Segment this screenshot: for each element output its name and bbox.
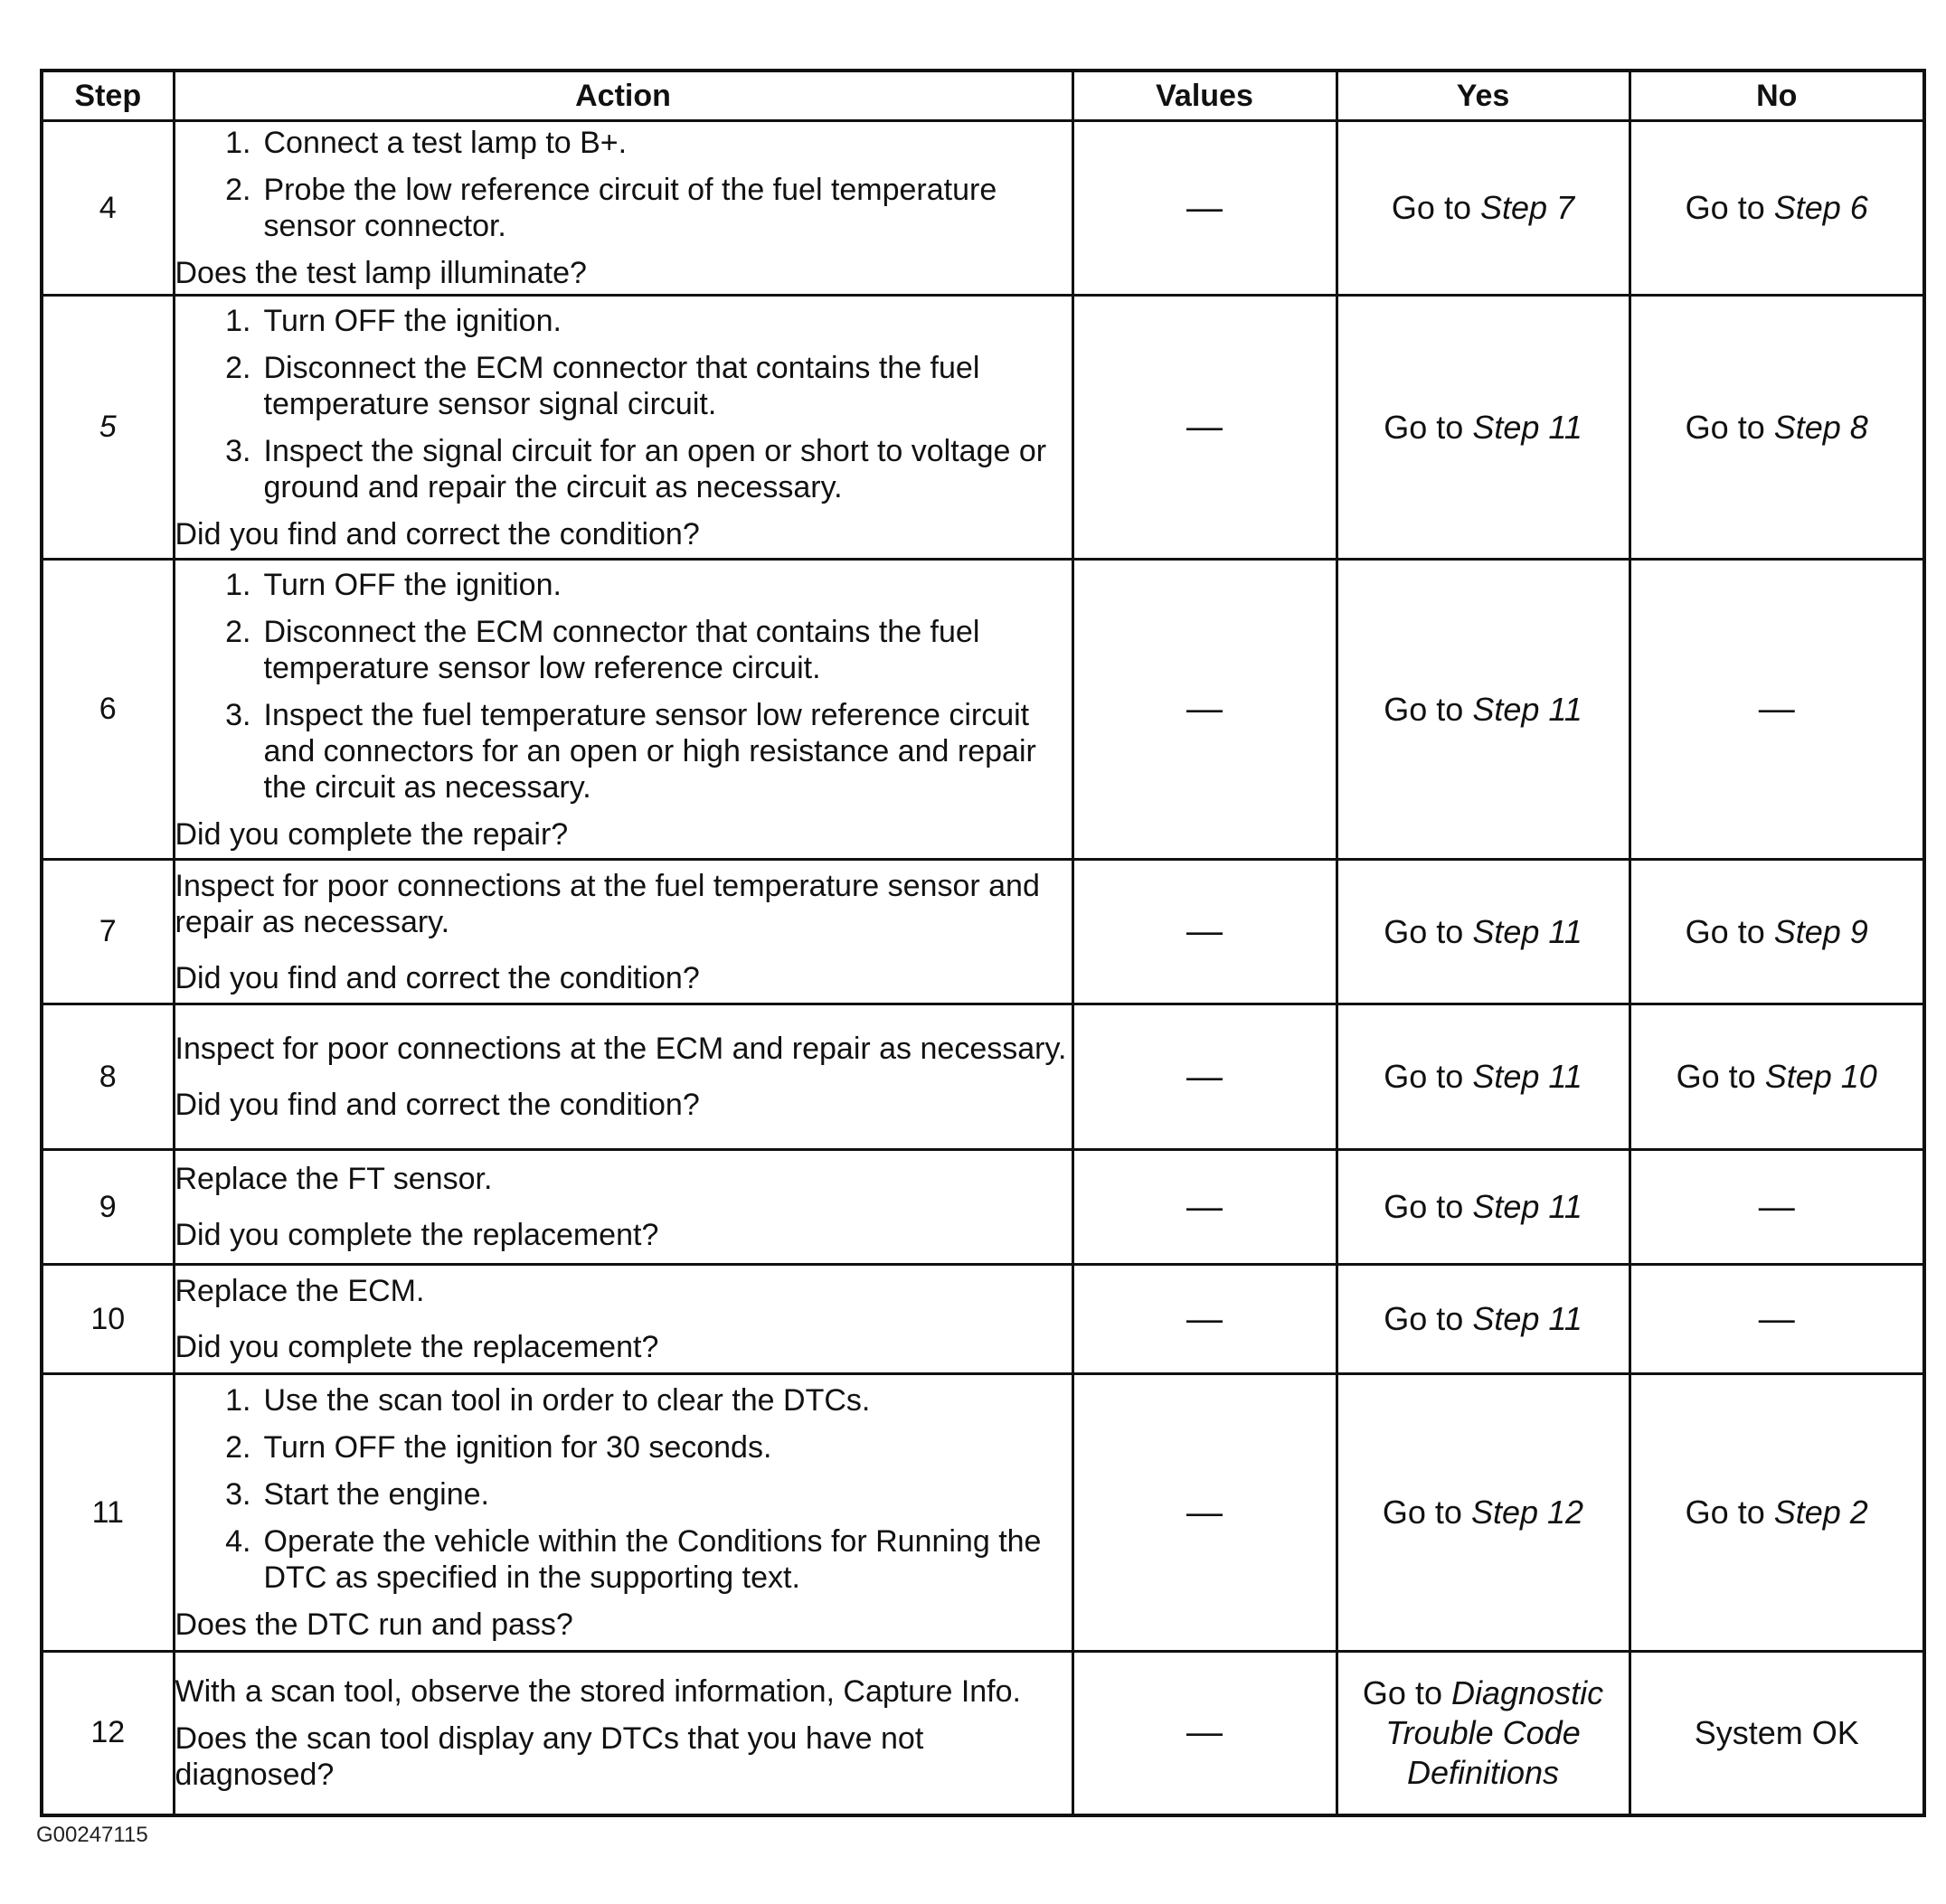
values-cell: — <box>1072 1004 1337 1150</box>
table-row-step-7 <box>42 860 1924 1004</box>
action-cell <box>174 1150 1072 1265</box>
action-question: Did you find and correct the condition? <box>175 516 700 551</box>
action-question: Does the scan tool display any DTCs that you have not diagnosed? <box>175 1720 924 1792</box>
no-cell: Go to Step 9 <box>1630 860 1924 1004</box>
action-item: 4. Operate the vehicle within the Conditions for Running the DTC as specified in the supporting text. <box>225 1524 1042 1595</box>
action-question: Did you find and correct the condition? <box>175 960 700 995</box>
yes-step-link[interactable]: Step 12 <box>1470 1494 1584 1531</box>
action-text: Inspect for poor connections at the fuel temperature sensor and repair as necessary. <box>175 868 1040 939</box>
yes-cell: Go to Diagnostic Trouble Code Definitions <box>1337 1652 1630 1815</box>
no-cell: Go to Step 8 <box>1630 296 1924 560</box>
values-cell: — <box>1072 1150 1337 1265</box>
action-question: Did you complete the replacement? <box>175 1330 659 1364</box>
no-step-link[interactable]: Step 8 <box>1773 408 1868 446</box>
yes-cell: Go to Step 11 <box>1337 860 1630 1004</box>
no-cell: Go to Step 6 <box>1630 121 1924 296</box>
header-row <box>42 71 1924 121</box>
action-text: Replace the ECM. <box>175 1274 425 1308</box>
header-action: Action <box>174 71 1072 121</box>
no-step-link[interactable]: Step 2 <box>1773 1494 1868 1531</box>
table-row-step-6 <box>42 560 1924 860</box>
action-item: 2. Turn OFF the ignition for 30 seconds. <box>225 1430 772 1465</box>
table-row-step-10 <box>42 1265 1924 1374</box>
diagnostic-table-container <box>40 69 1922 1817</box>
yes-cell: Go to Step 7 <box>1337 121 1630 296</box>
action-text: Inspect for poor connections at the ECM and repair as necessary. <box>175 1032 1067 1066</box>
action-cell <box>174 1652 1072 1815</box>
action-item: 1. Connect a test lamp to B+. <box>225 126 628 160</box>
table-row-step-9 <box>42 1150 1924 1265</box>
action-cell <box>174 560 1072 860</box>
values-cell: — <box>1072 1652 1337 1815</box>
values-cell: — <box>1072 860 1337 1004</box>
no-cell: Go to Step 2 <box>1630 1374 1924 1652</box>
table-row-step-4 <box>42 121 1924 296</box>
action-cell <box>174 1265 1072 1374</box>
no-cell: — <box>1630 560 1924 860</box>
action-list <box>175 1382 1072 1596</box>
values-cell: — <box>1072 1374 1337 1652</box>
yes-step-link[interactable]: Step 7 <box>1479 189 1575 226</box>
step-number: 8 <box>42 1004 174 1150</box>
action-question: Did you find and correct the condition? <box>175 1088 700 1122</box>
action-list <box>175 567 1072 806</box>
yes-step-link[interactable]: Step 11 <box>1472 1300 1582 1337</box>
yes-cell: Go to Step 11 <box>1337 1004 1630 1150</box>
yes-cell: Go to Step 11 <box>1337 560 1630 860</box>
yes-step-link[interactable]: Step 11 <box>1472 1188 1582 1225</box>
yes-cell: Go to Step 11 <box>1337 1265 1630 1374</box>
action-cell <box>174 860 1072 1004</box>
step-number: 7 <box>42 860 174 1004</box>
header-values: Values <box>1072 71 1337 121</box>
step-number: 10 <box>42 1265 174 1374</box>
action-question: Does the DTC run and pass? <box>175 1607 573 1642</box>
step-number: 9 <box>42 1150 174 1265</box>
step-number: 6 <box>42 560 174 860</box>
action-item: 3. Start the engine. <box>225 1477 490 1512</box>
action-list <box>175 125 1072 244</box>
action-item: 3. Inspect the signal circuit for an open or short to voltage or ground and repair the circuit as necessary. <box>225 433 1047 504</box>
values-cell: — <box>1072 1265 1337 1374</box>
action-cell <box>174 296 1072 560</box>
action-cell <box>174 1004 1072 1150</box>
dtc-definitions-link[interactable]: Diagnostic Trouble Code Definitions <box>1385 1673 1604 1791</box>
step-number: 11 <box>42 1374 174 1652</box>
no-step-link[interactable]: Step 10 <box>1764 1058 1877 1095</box>
header-yes: Yes <box>1337 71 1630 121</box>
action-item: 1. Use the scan tool in order to clear the DTCs. <box>225 1383 871 1418</box>
action-cell <box>174 1374 1072 1652</box>
yes-step-link[interactable]: Step 11 <box>1472 912 1582 950</box>
no-step-link[interactable]: Step 9 <box>1773 912 1868 950</box>
values-cell: — <box>1072 560 1337 860</box>
step-number: 5 <box>42 296 174 560</box>
action-item: 1. Turn OFF the ignition. <box>225 303 562 338</box>
no-step-link[interactable]: Step 6 <box>1773 189 1868 226</box>
header-no: No <box>1630 71 1924 121</box>
action-question: Does the test lamp illuminate? <box>175 256 587 290</box>
action-item: 2. Disconnect the ECM connector that contains the fuel temperature sensor signal circuit. <box>225 350 980 421</box>
values-cell: — <box>1072 296 1337 560</box>
step-number: 4 <box>42 121 174 296</box>
action-item: 2. Probe the low reference circuit of the fuel temperature sensor connector. <box>225 173 997 243</box>
yes-cell: Go to Step 11 <box>1337 296 1630 560</box>
action-question: Did you complete the replacement? <box>175 1218 659 1252</box>
table-row-step-5 <box>42 296 1924 560</box>
action-item: 3. Inspect the fuel temperature sensor low reference circuit and connectors for an open or high resistance and repair the circuit as necessary. <box>225 697 1036 805</box>
action-item: 2. Disconnect the ECM connector that contains the fuel temperature sensor low reference circuit. <box>225 614 980 685</box>
table-row-step-8 <box>42 1004 1924 1150</box>
no-cell: Go to Step 10 <box>1630 1004 1924 1150</box>
yes-step-link[interactable]: Step 11 <box>1472 690 1582 728</box>
yes-cell: Go to Step 12 <box>1337 1374 1630 1652</box>
step-number: 12 <box>42 1652 174 1815</box>
no-cell: — <box>1630 1150 1924 1265</box>
table-row-step-11 <box>42 1374 1924 1652</box>
yes-cell: Go to Step 11 <box>1337 1150 1630 1265</box>
no-cell: System OK <box>1630 1652 1924 1815</box>
diagnostic-table <box>40 69 1926 1817</box>
action-text: Replace the FT sensor. <box>175 1162 493 1196</box>
values-cell: — <box>1072 121 1337 296</box>
action-list <box>175 303 1072 505</box>
header-step: Step <box>42 71 174 121</box>
figure-id: G00247115 <box>36 1823 148 1847</box>
table-row-step-12 <box>42 1652 1924 1815</box>
action-question: Did you complete the repair? <box>175 816 569 852</box>
action-item: 1. Turn OFF the ignition. <box>225 567 562 602</box>
yes-step-link[interactable]: Step 11 <box>1472 1058 1582 1095</box>
action-text: With a scan tool, observe the stored information, Capture Info. <box>175 1673 1021 1709</box>
yes-step-link[interactable]: Step 11 <box>1472 408 1582 446</box>
action-cell <box>174 121 1072 296</box>
no-cell: — <box>1630 1265 1924 1374</box>
